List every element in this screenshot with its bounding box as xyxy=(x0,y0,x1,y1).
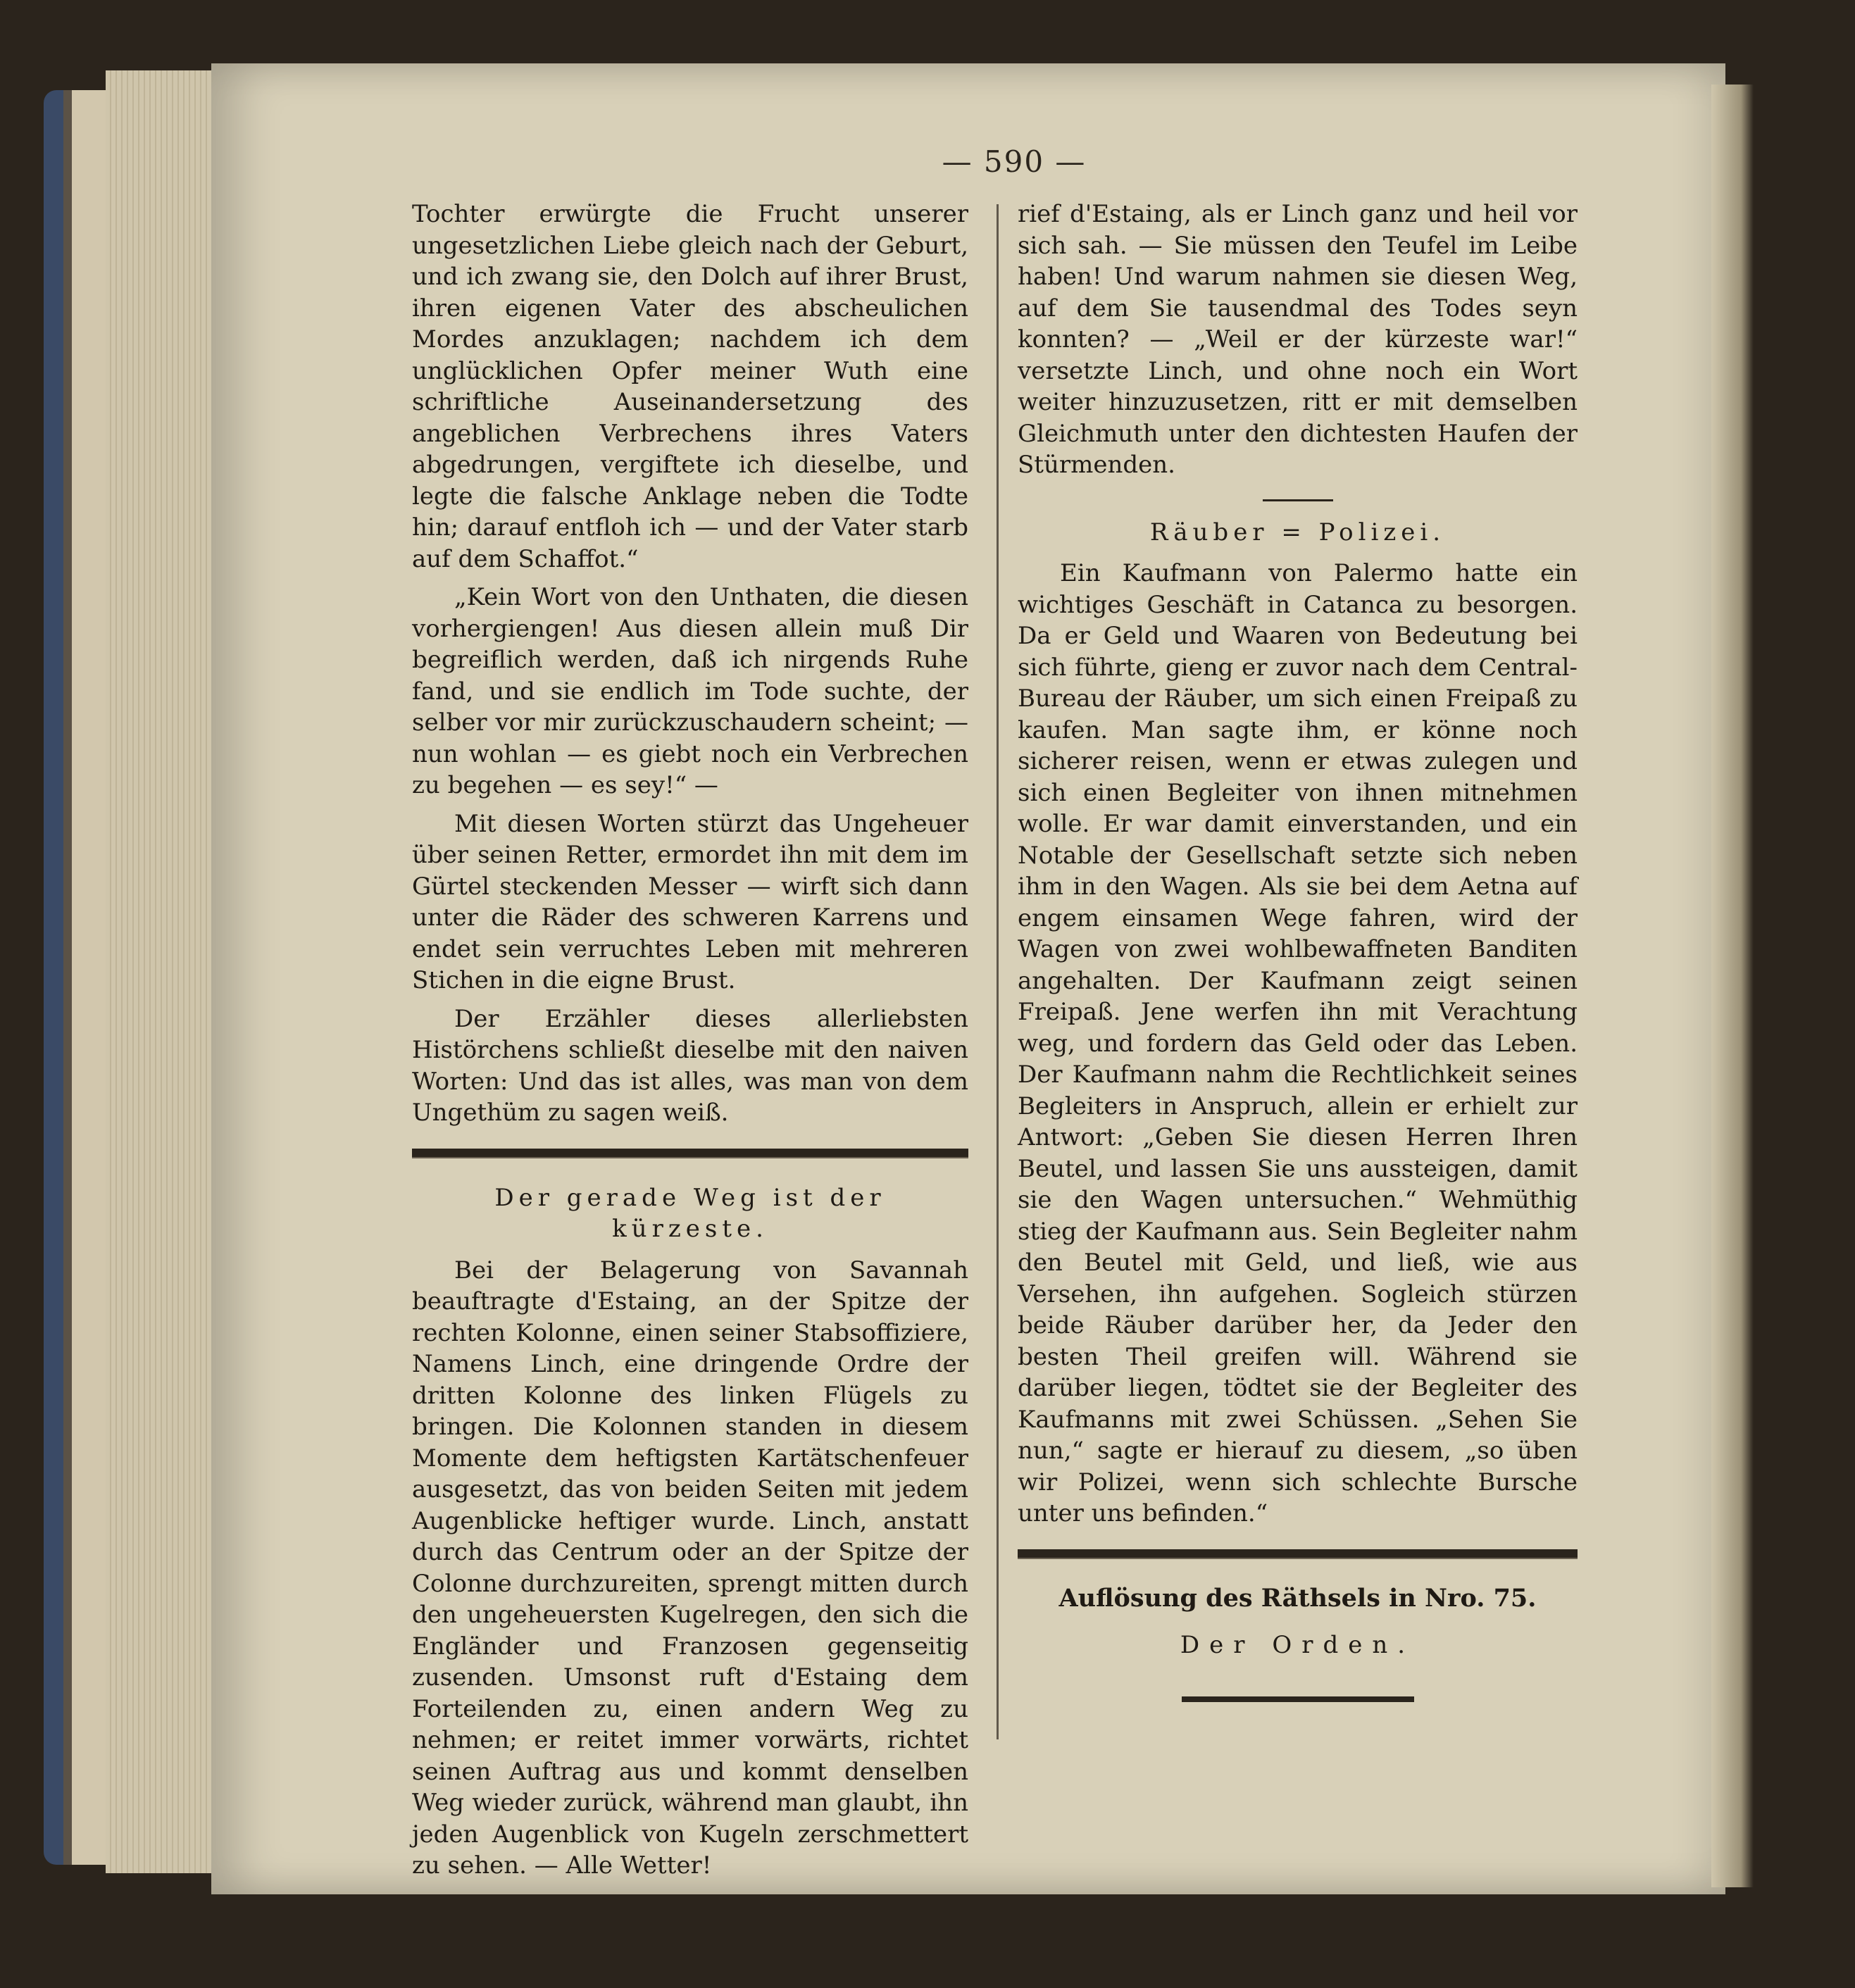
riddle-answer: Der Orden. xyxy=(1180,1631,1416,1659)
paragraph: „Kein Wort von den Unthaten, die diesen vorhergiengen! Aus diesen allein muß Dir begreiflich werden, daß ich nirgends Ruhe fand, und sie endlich im Tode suchte, der selber vor mir zurückzuschaudern scheint; — nun wohlan — es giebt noch ein Verbrechen zu begehen — es sey!“ — xyxy=(412,583,968,799)
section-rule xyxy=(1018,1549,1578,1559)
article-heading: Der gerade Weg ist der kürzeste. xyxy=(494,1183,886,1243)
article-heading: Räuber = Polizei. xyxy=(1149,518,1446,546)
left-column xyxy=(412,199,968,1882)
short-rule xyxy=(1263,499,1333,501)
decorative-rule xyxy=(1182,1696,1414,1702)
page-right-edge xyxy=(1711,85,1754,1887)
paragraph: Tochter erwürgte die Frucht unserer ungesetzlichen Liebe gleich nach der Geburt, und ich zwang sie, den Dolch auf ihrer Brust, ihren eigenen Vater des abscheulichen Mordes anzuklagen; nachdem ich dem unglücklichen Opfer meiner Wuth eine schriftliche Auseinandersetzung des angeblichen Verbrechens ihres Vaters abgedrungen, vergiftete ich dieselbe, und legte die falsche Anklage neben die Todte hin; darauf entfloh ich — und der Vater starb auf dem Schaffot.“ xyxy=(412,200,968,573)
paragraph: Der Erzähler dieses allerliebsten Histörchens schließt dieselbe mit den naiven Worten: Und das ist alles, was man von dem Ungethüm zu sagen weiß. xyxy=(412,1004,968,1127)
column-divider xyxy=(997,204,999,1739)
page-number: — 590 — xyxy=(942,144,1087,179)
riddle-heading: Auflösung des Räthsels in Nro. 75. xyxy=(1058,1583,1537,1613)
section-rule xyxy=(412,1149,968,1158)
paragraph: Mit diesen Worten stürzt das Ungeheuer über seinen Retter, ermordet ihn mit dem im Gürtel steckenden Messer — wirft sich dann unter die Räder des schweren Karrens und endet sein verruchtes Leben mit mehreren Stichen in die eigne Brust. xyxy=(412,809,968,994)
right-column xyxy=(1018,199,1578,1702)
paragraph: Bei der Belagerung von Savannah beauftragte d'Estaing, an der Spitze der rechten Kolonne, einen seiner Stabsoffiziere, Namens Linch, eine dringende Ordre der dritten Kolonne des linken Flügels zu bringen. Die Kolonnen standen in diesem Momente dem heftigsten Kartätschenfeuer ausgesetzt, das von beiden Seiten mit jedem Augenblicke heftiger wurde. Linch, anstatt durch das Centrum oder an der Spitze der Colonne durchzureiten, sprengt mitten durch den ungeheuersten Kugelregen, den sich die Engländer und Franzosen gegenseitig zusenden. Umsonst ruft d'Estaing dem Forteilenden zu, einen andern Weg zu nehmen; er reitet immer vorwärts, richtet seinen Auftrag aus und kommt denselben Weg wieder zurück, während man glaubt, ihn jeden Augenblick von Kugeln zerschmettert zu sehen. — Alle Wetter! xyxy=(412,1256,968,1880)
paragraph: Ein Kaufmann von Palermo hatte ein wichtiges Geschäft in Catanca zu besorgen. Da er Geld und Waaren von Bedeutung bei sich führte, gieng er zuvor nach dem Central-Bureau der Räuber, um sich einen Freipaß zu kaufen. Man sagte ihm, er könne noch sicherer reisen, wenn er etwas zulegen und sich einen Begleiter von ihnen mitnehmen wolle. Er war damit einverstanden, und ein Notable der Gesellschaft setzte sich neben ihm in den Wagen. Als sie bei dem Aetna auf engem einsamen Wege fahren, wird der Wagen von zwei wohlbewaffneten Banditen angehalten. Der Kaufmann zeigt seinen Freipaß. Jene werfen ihn mit Verachtung weg, und fordern das Geld oder das Leben. Der Kaufmann nahm die Rechtlichkeit seines Begleiters in Anspruch, allein er erhielt zur Antwort: „Geben Sie diesen Herren Ihren Beutel, und lassen Sie uns aussteigen, damit sie den Wagen untersuchen.“ Wehmüthig stieg der Kaufmann aus. Sein Begleiter nahm den Beutel mit Geld, und ließ, wie aus Versehen, ihn aufgehen. Sogleich stürzen beide Räuber darüber her, da Jeder den besten Theil greifen will. Während sie darüber liegen, tödtet sie der Begleiter des Kaufmanns mit zwei Schüssen. „Sehen Sie nun,“ sagte er hierauf zu diesem, „so üben wir Polizei, wenn sich schlechte Bursche unter uns befinden.“ xyxy=(1018,559,1578,1527)
paragraph: rief d'Estaing, als er Linch ganz und heil vor sich sah. — Sie müssen den Teufel im Leibe haben! Und warum nahmen sie diesen Weg, auf dem Sie tausendmal des Todes seyn konnten? — „Weil er der kürzeste war!“ versetzte Linch, und ohne noch ein Wort weiter hinzuzusetzen, ritt er mit demselben Gleichmuth unter den dichtesten Haufen der Stürmenden. xyxy=(1018,200,1578,479)
